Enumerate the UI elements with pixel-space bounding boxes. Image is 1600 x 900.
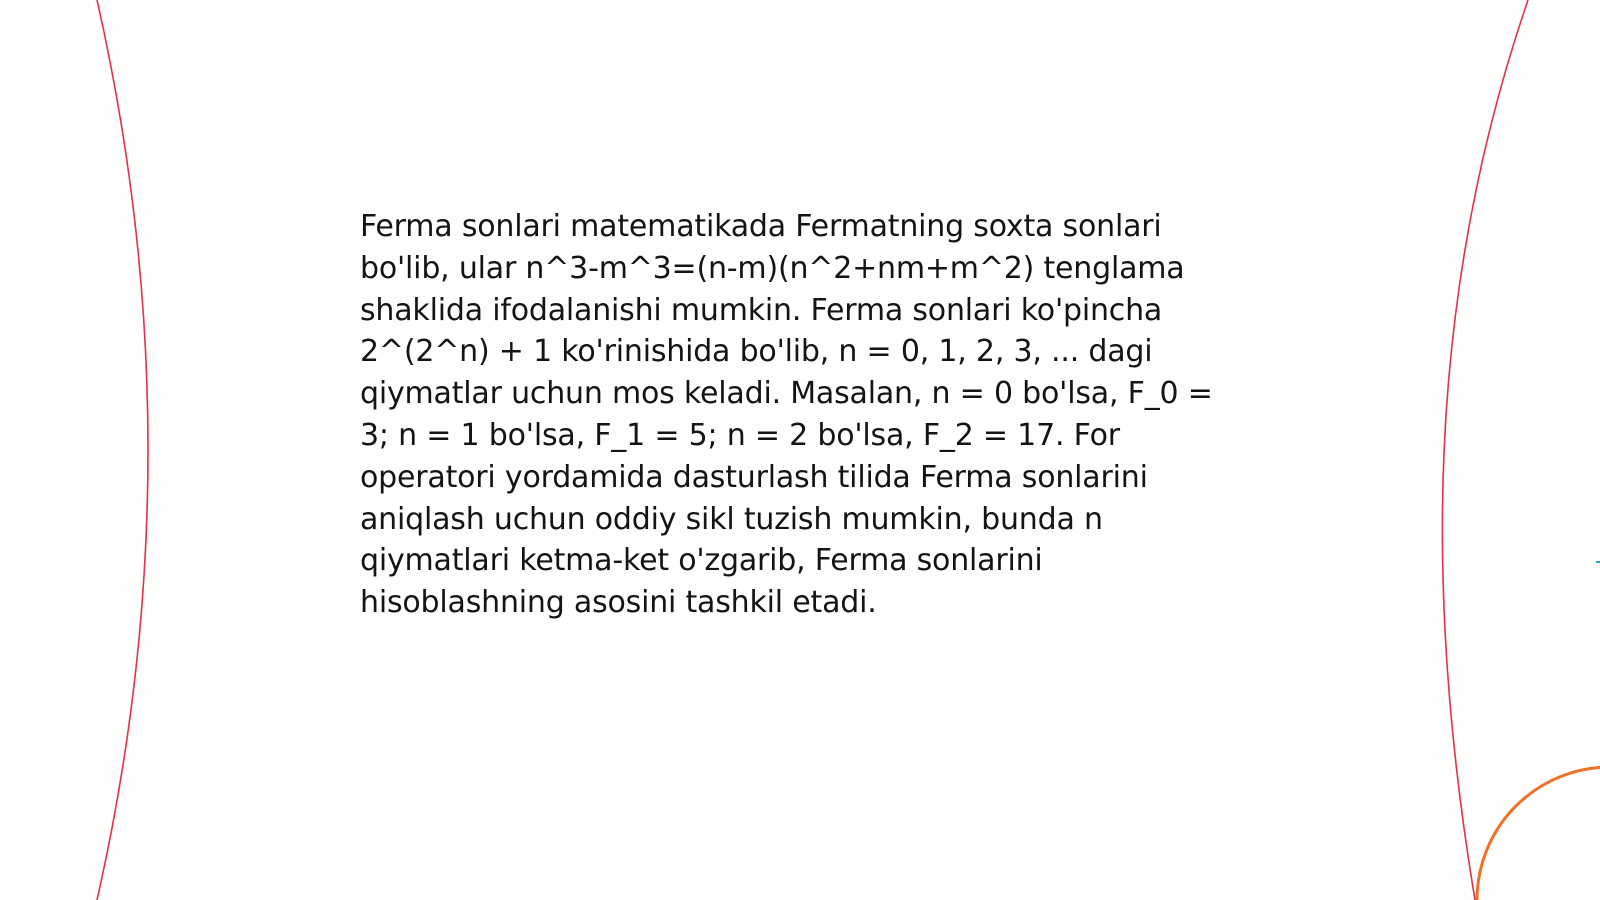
right-curve-line: [1442, 0, 1528, 900]
left-curve-line: [97, 0, 148, 900]
orange-arc: [1477, 767, 1600, 900]
slide-body-text: Ferma sonlari matematikada Fermatning soxta sonlari bo'lib, ular n^3-m^3=(n-m)(n^2+nm+m^2) tenglama shaklida ifodalanishi mumkin. Ferma sonlari ko'pincha 2^(2^n) + 1 ko'rinishida bo'lib, n = 0, 1, 2, 3, ... dagi qiymatlar uchun mos keladi. Masalan, n = 0 bo'lsa, F_0 = 3; n = 1 bo'lsa, F_1 = 5; n = 2 bo'lsa, F_2 = 17. For operatori yordamida dasturlash tilida Ferma sonlarini aniqlash uchun oddiy sikl tuzish mumkin, bunda n qiymatlari ketma-ket o'zgarib, Ferma sonlarini hisoblashning asosini tashkil etadi.: [360, 209, 1213, 621]
